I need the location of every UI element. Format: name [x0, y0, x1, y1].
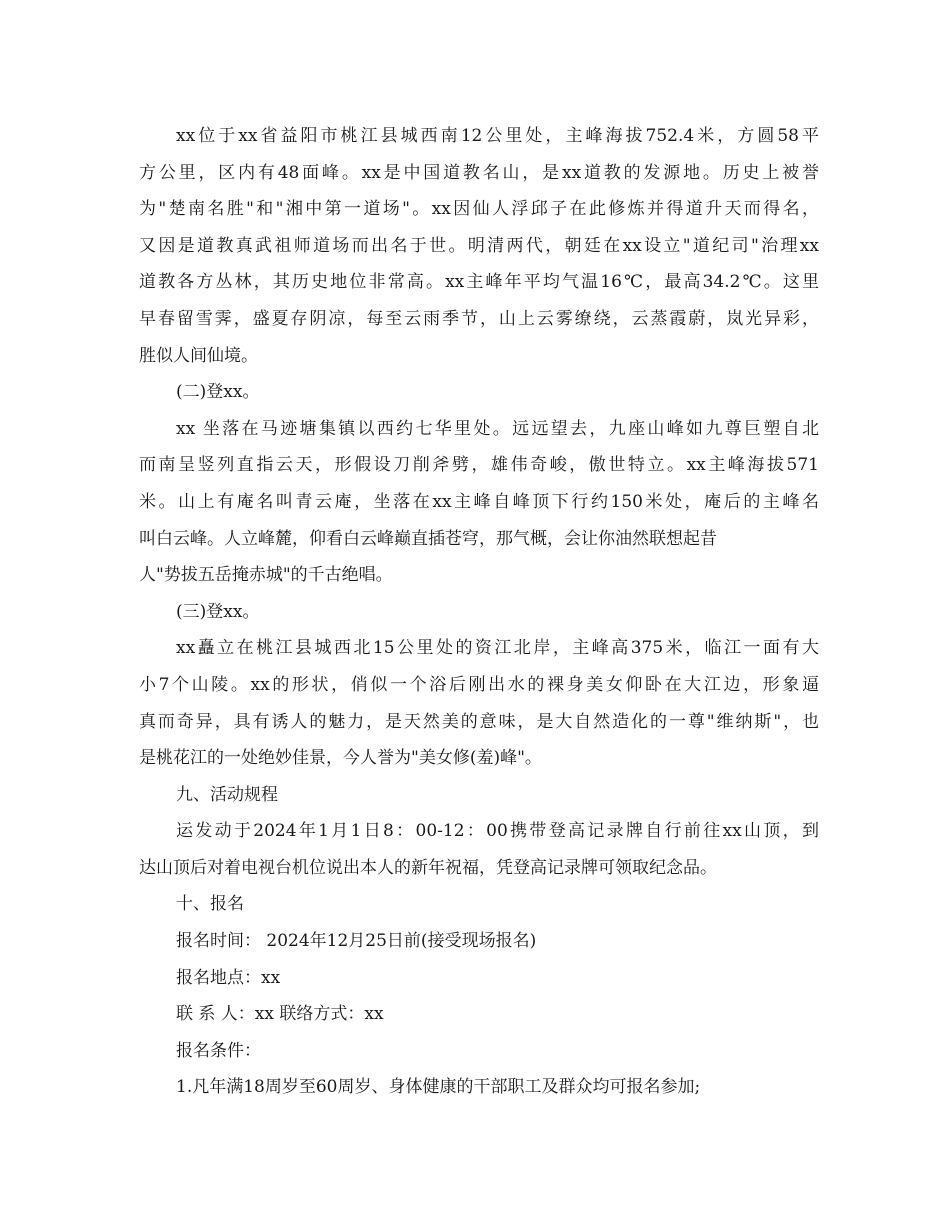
document-body: [139, 118, 819, 1106]
document-line: 又因是道教真武祖师道场而出名于世。明清两代，朝廷在xx设立"道纪司"治理xx: [139, 235, 819, 256]
document-line: 十、报名: [176, 894, 244, 915]
document-line: xx矗立在桃江县城西北15公里处的资江北岸，主峰高375米，临江一面有大: [176, 638, 819, 659]
document-line: 达山顶后对着电视台机位说出本人的新年祝福，凭登高记录牌可领取纪念品。: [139, 857, 717, 878]
document-line: 而南呈竖列直指云天，形假设刀削斧劈，雄伟奇峻，傲世特立。xx主峰海拔571: [139, 455, 819, 476]
document-line: 叫白云峰。人立峰麓，仰看白云峰巅直插苍穹，那气概，会让你油然联想起昔: [139, 528, 717, 549]
document-line: xx 坐落在马迹塘集镇以西约七华里处。远远望去，九座山峰如九尊巨塑自北: [176, 418, 819, 439]
document-line: 小7个山陵。xx的形状，俏似一个浴后刚出水的裸身美女仰卧在大江边，形象逼: [139, 674, 819, 695]
document-line: 胜似人间仙境。: [139, 345, 258, 366]
document-line: 人"势拔五岳掩赤城"的千古绝唱。: [139, 565, 393, 586]
document-line: 方公里，区内有48面峰。xx是中国道教名山，是xx道教的发源地。历史上被誉: [139, 162, 819, 183]
document-line: 为"楚南名胜"和"湘中第一道场"。xx因仙人浮邱子在此修炼并得道升天而得名，: [139, 199, 819, 220]
document-line: 米。山上有庵名叫青云庵，坐落在xx主峰自峰顶下行约150米处，庵后的主峰名: [139, 491, 819, 512]
document-line: 早春留雪霁，盛夏存阴凉，每至云雨季节，山上云雾缭绕，云蒸霞蔚，岚光异彩，: [139, 308, 819, 329]
document-line: 真而奇异，具有诱人的魅力，是天然美的意味，是大自然造化的一尊"维纳斯"，也: [139, 711, 819, 732]
document-line: 九、活动规程: [176, 784, 278, 805]
document-line: 道教各方丛林，其历史地位非常高。xx主峰年平均气温16℃，最高34.2℃。这里: [139, 272, 819, 293]
document-line: (二)登xx。: [176, 382, 260, 403]
document-line: xx位于xx省益阳市桃江县城西南12公里处，主峰海拔752.4米，方圆58平: [176, 126, 819, 146]
document-line: 1.凡年满18周岁至60周岁、身体健康的干部职工及群众均可报名参加;: [176, 1077, 701, 1098]
document-line: (三)登xx。: [176, 601, 260, 622]
document-line: 运发动于2024年1月1日8：00-12：00携带登高记录牌自行前往xx山顶，到: [176, 821, 819, 842]
document-line: 报名时间： 2024年12月25日前(接受现场报名): [176, 931, 537, 952]
document-line: 报名条件：: [176, 1040, 261, 1061]
document-line: 报名地点：xx: [176, 967, 281, 988]
document-line: 是桃花江的一处绝妙佳景，今人誉为"美女修(羞)峰"。: [139, 748, 542, 769]
document-line: 联 系 人：xx 联络方式：xx: [176, 1004, 384, 1025]
